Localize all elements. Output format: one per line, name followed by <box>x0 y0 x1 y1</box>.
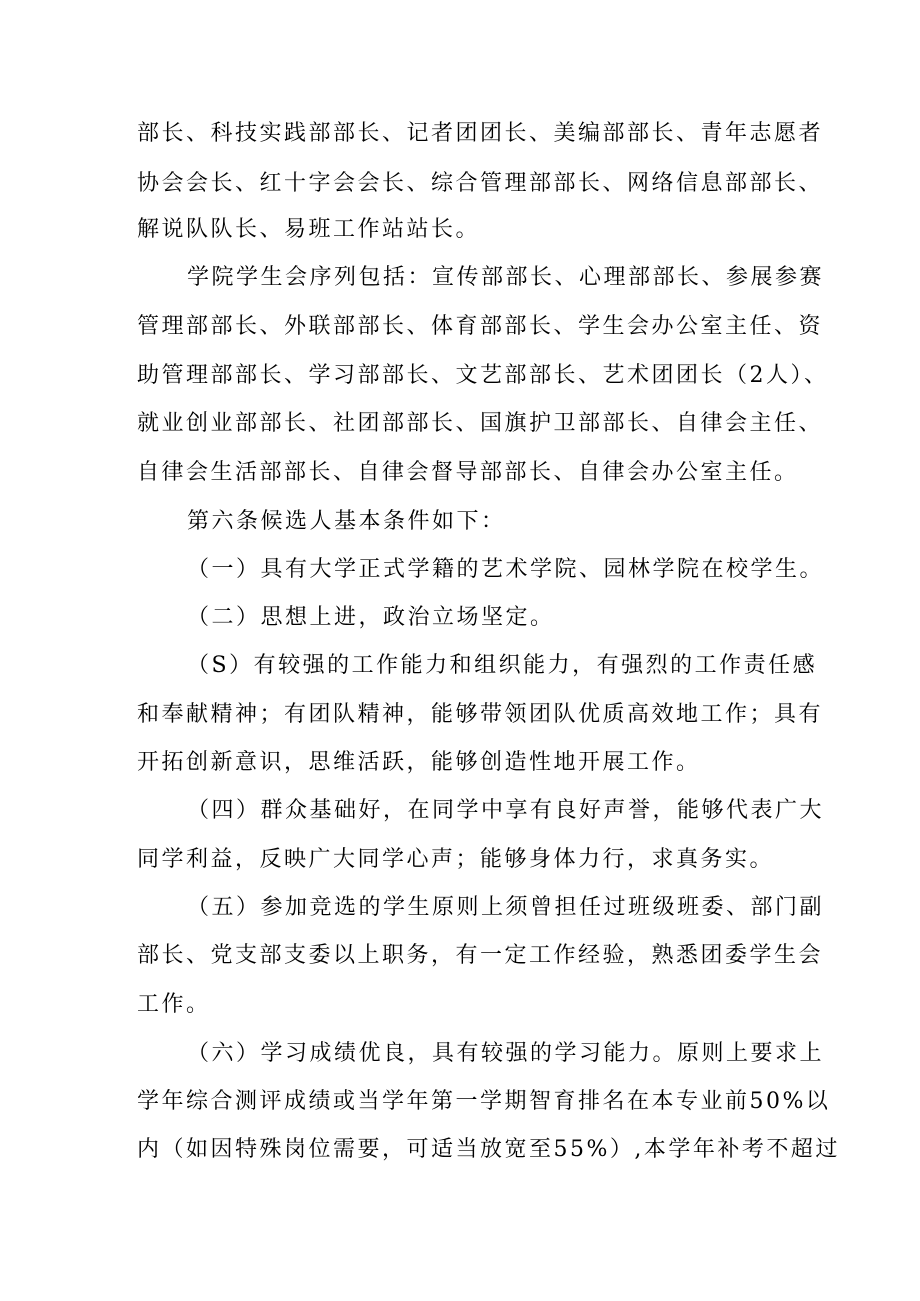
text-line: 协会会长、红十字会会长、综合管理部部长、网络信息部部长、 <box>137 171 824 196</box>
text-line: （六）学习成绩优良，具有较强的学习能力。原则上要求上 <box>187 1041 825 1066</box>
text-line: 管理部部长、外联部部长、体育部部长、学生会办公室主任、资 <box>137 314 824 339</box>
text-line: 助管理部部长、学习部部长、文艺部部长、艺术团团长（2人）、 <box>137 363 829 388</box>
text-line: 解说队队长、易班工作站站长。 <box>137 217 481 242</box>
text-line: 内（如因特殊岗位需要，可适当放宽至55%）,本学年补考不超过 <box>137 1137 840 1162</box>
text-line: 工作。 <box>137 992 211 1017</box>
text-line: 就业创业部部长、社团部部长、国旗护卫部部长、自律会主任、 <box>137 411 824 436</box>
text-line: 自律会生活部部长、自律会督导部部长、自律会办公室主任。 <box>137 460 799 485</box>
text-line: 和奉献精神；有团队精神，能够带领团队优质高效地工作；具有 <box>137 702 824 727</box>
text-line: 学院学生会序列包括：宣传部部长、心理部部长、参展参赛 <box>187 265 825 290</box>
text-line: 同学利益，反映广大同学心声；能够身体力行，求真务实。 <box>137 847 775 872</box>
text-line: （一）具有大学正式学籍的艺术学院、园林学院在校学生。 <box>187 557 825 582</box>
text-line: （五）参加竞选的学生原则上须曾担任过班级班委、部门副 <box>187 895 825 920</box>
text-line: 部长、党支部支委以上职务，有一定工作经验，熟悉团委学生会 <box>137 943 824 968</box>
text-line: 部长、科技实践部部长、记者团团长、美编部部长、青年志愿者 <box>137 121 824 146</box>
text-line: （S）有较强的工作能力和组织能力，有强烈的工作责任感 <box>187 653 818 678</box>
text-line: 第六条候选人基本条件如下： <box>187 509 506 534</box>
text-line: 开拓创新意识，思维活跃，能够创造性地开展工作。 <box>137 750 701 775</box>
text-line: （四）群众基础好，在同学中享有良好声誉，能够代表广大 <box>187 798 825 823</box>
text-line: 学年综合测评成绩或当学年第一学期智育排名在本专业前50%以 <box>137 1089 831 1114</box>
text-line: （二）思想上进，政治立场坚定。 <box>187 605 555 630</box>
